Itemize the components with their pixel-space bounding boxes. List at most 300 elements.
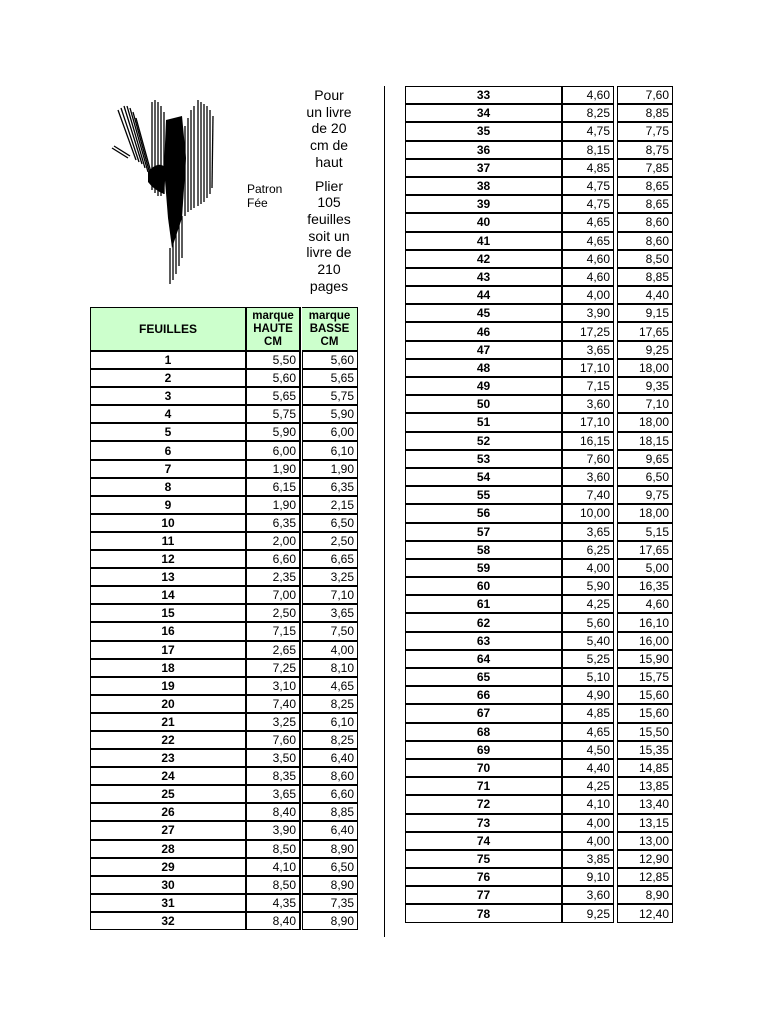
marque-basse-cell: 8,60 [617,232,673,250]
marque-haute-cell: 16,15 [562,432,614,450]
table-row [405,177,673,195]
feuille-number-cell: 25 [90,785,246,803]
marque-haute-cell: 6,35 [246,514,300,532]
feuille-number-cell: 62 [405,613,562,631]
marque-haute-cell: 3,60 [562,886,614,904]
table-row [405,322,673,340]
marque-haute-cell: 4,75 [562,195,614,213]
feuille-number-cell: 3 [90,387,246,405]
marque-haute-cell: 2,35 [246,568,300,586]
feuille-number-cell: 42 [405,250,562,268]
feuille-number-cell: 49 [405,377,562,395]
table-header-row [90,307,358,351]
marque-haute-cell: 6,60 [246,550,300,568]
marque-haute-cell: 17,10 [562,359,614,377]
fairy-silhouette-image [108,98,226,288]
feuille-number-cell: 69 [405,741,562,759]
feuille-number-cell: 50 [405,395,562,413]
marque-haute-cell: 3,25 [246,713,300,731]
marque-haute-cell: 8,15 [562,141,614,159]
marque-haute-cell: 4,10 [562,795,614,813]
marque-haute-cell: 4,65 [562,232,614,250]
marque-haute-cell: 7,15 [246,622,300,640]
marque-basse-cell: 4,60 [617,595,673,613]
marque-basse-cell: 7,35 [302,894,358,912]
marque-basse-cell: 7,50 [302,622,358,640]
marque-basse-cell: 8,90 [302,876,358,894]
feuille-number-cell: 66 [405,686,562,704]
marque-basse-cell: 6,35 [302,478,358,496]
table-row [90,586,358,604]
marque-basse-cell: 13,15 [617,814,673,832]
marque-haute-cell: 7,40 [246,695,300,713]
marque-basse-cell: 7,10 [302,586,358,604]
marque-basse-cell: 14,85 [617,759,673,777]
marque-basse-cell: 1,90 [302,460,358,478]
table-row [405,432,673,450]
feuille-number-cell: 58 [405,541,562,559]
marque-basse-cell: 8,65 [617,177,673,195]
table-row [90,876,358,894]
table-row [90,749,358,767]
feuille-number-cell: 12 [90,550,246,568]
marque-basse-cell: 5,00 [617,559,673,577]
table-row [405,814,673,832]
patron-line-2: Fée [247,196,268,210]
table-row [405,868,673,886]
marque-basse-cell: 3,65 [302,604,358,622]
marque-haute-cell: 3,60 [562,468,614,486]
table-row [405,395,673,413]
marque-haute-cell: 7,40 [562,486,614,504]
table-row [405,304,673,322]
marque-basse-cell: 8,50 [617,250,673,268]
marque-basse-cell: 6,40 [302,749,358,767]
feuille-number-cell: 71 [405,777,562,795]
marque-haute-cell: 9,10 [562,868,614,886]
instructions-text [300,87,358,294]
table-row [90,912,358,930]
table-row [405,777,673,795]
feuille-number-cell: 26 [90,803,246,821]
marque-haute-cell: 5,10 [562,668,614,686]
feuille-number-cell: 40 [405,213,562,231]
feuille-number-cell: 67 [405,704,562,722]
table-row [405,468,673,486]
marque-basse-cell: 6,00 [302,423,358,441]
feuille-number-cell: 10 [90,514,246,532]
table-row [405,413,673,431]
table-row [90,604,358,622]
table-row [405,341,673,359]
feuille-number-cell: 34 [405,104,562,122]
marque-haute-cell: 4,65 [562,213,614,231]
feuille-number-cell: 35 [405,122,562,140]
marque-haute-cell: 4,85 [562,704,614,722]
feuille-number-cell: 60 [405,577,562,595]
table-row [405,377,673,395]
table-row [90,514,358,532]
marque-basse-cell: 9,25 [617,341,673,359]
table-row [405,650,673,668]
marque-haute-cell: 4,35 [246,894,300,912]
table-row [405,141,673,159]
table-row [90,478,358,496]
feuille-number-cell: 65 [405,668,562,686]
table-row [405,86,673,104]
marque-basse-cell: 18,00 [617,413,673,431]
table-row [405,486,673,504]
table-row [405,795,673,813]
feuille-number-cell: 28 [90,840,246,858]
marque-haute-cell: 4,60 [562,250,614,268]
marque-haute-cell: 8,40 [246,912,300,930]
marque-haute-cell: 4,00 [562,814,614,832]
marque-haute-cell: 7,15 [562,377,614,395]
table-row [90,731,358,749]
feuille-number-cell: 59 [405,559,562,577]
table-row [90,785,358,803]
marque-haute-cell: 4,75 [562,122,614,140]
marque-haute-cell: 5,60 [562,613,614,631]
marque-basse-cell: 8,85 [302,803,358,821]
feuille-number-cell: 13 [90,568,246,586]
marque-basse-cell: 16,00 [617,632,673,650]
table-row [405,250,673,268]
marque-haute-cell: 4,00 [562,559,614,577]
feuille-number-cell: 1 [90,351,246,369]
marque-basse-cell: 15,35 [617,741,673,759]
marque-basse-cell: 13,40 [617,795,673,813]
header-marque-haute: marque HAUTE CM [246,307,300,351]
feuille-number-cell: 73 [405,814,562,832]
feuille-number-cell: 75 [405,850,562,868]
marque-basse-cell: 18,00 [617,359,673,377]
marque-basse-cell: 9,65 [617,450,673,468]
table-row [405,559,673,577]
table-row [90,894,358,912]
feuille-number-cell: 31 [90,894,246,912]
marque-haute-cell: 5,50 [246,351,300,369]
marque-haute-cell: 10,00 [562,504,614,522]
feuille-number-cell: 5 [90,423,246,441]
marque-haute-cell: 7,60 [246,731,300,749]
marque-haute-cell: 5,90 [562,577,614,595]
feuille-number-cell: 24 [90,767,246,785]
marque-haute-cell: 17,25 [562,322,614,340]
table-row [90,441,358,459]
marque-basse-cell: 15,90 [617,650,673,668]
marque-basse-cell: 8,25 [302,731,358,749]
marque-basse-cell: 8,85 [617,104,673,122]
marque-haute-cell: 5,60 [246,369,300,387]
marque-basse-cell: 17,65 [617,541,673,559]
table-row [90,550,358,568]
marque-basse-cell: 7,85 [617,159,673,177]
table-row [90,622,358,640]
marque-haute-cell: 2,50 [246,604,300,622]
feuille-number-cell: 54 [405,468,562,486]
table-row [405,232,673,250]
table-row [90,767,358,785]
table-row [405,104,673,122]
marque-basse-cell: 8,10 [302,659,358,677]
feuille-number-cell: 51 [405,413,562,431]
column-divider [384,86,385,937]
marque-haute-cell: 8,50 [246,840,300,858]
table-row [405,832,673,850]
marque-basse-cell: 6,50 [617,468,673,486]
marque-haute-cell: 6,00 [246,441,300,459]
table-row [90,351,358,369]
feuille-number-cell: 74 [405,832,562,850]
table-row [90,405,358,423]
table-row [405,613,673,631]
feuille-number-cell: 44 [405,286,562,304]
marque-haute-cell: 4,90 [562,686,614,704]
marque-basse-cell: 3,25 [302,568,358,586]
table-row [90,803,358,821]
feuille-number-cell: 19 [90,677,246,695]
table-row [90,695,358,713]
table-row [405,286,673,304]
marque-haute-cell: 4,10 [246,858,300,876]
marque-basse-cell: 12,85 [617,868,673,886]
marque-basse-cell: 5,60 [302,351,358,369]
feuille-number-cell: 77 [405,886,562,904]
table-row [405,577,673,595]
marque-basse-cell: 7,10 [617,395,673,413]
feuille-number-cell: 56 [405,504,562,522]
marque-basse-cell: 4,40 [617,286,673,304]
feuille-number-cell: 43 [405,268,562,286]
instructions-size: Pour un livre de 20 cm de haut [306,87,352,170]
marque-haute-cell: 3,65 [246,785,300,803]
marque-haute-cell: 6,25 [562,541,614,559]
feuille-number-cell: 57 [405,523,562,541]
marque-haute-cell: 4,40 [562,759,614,777]
table-row [405,504,673,522]
marque-haute-cell: 8,25 [562,104,614,122]
feuille-number-cell: 6 [90,441,246,459]
marque-basse-cell: 7,60 [617,86,673,104]
feuille-number-cell: 52 [405,432,562,450]
marque-basse-cell: 8,75 [617,141,673,159]
marque-haute-cell: 4,75 [562,177,614,195]
marque-haute-cell: 17,10 [562,413,614,431]
marque-haute-cell: 4,25 [562,595,614,613]
feuille-number-cell: 22 [90,731,246,749]
marque-basse-cell: 5,75 [302,387,358,405]
marque-basse-cell: 18,15 [617,432,673,450]
table-row [90,387,358,405]
table-row [405,886,673,904]
table-row [405,759,673,777]
table-row [405,268,673,286]
marque-basse-cell: 5,65 [302,369,358,387]
marque-basse-cell: 17,65 [617,322,673,340]
marque-basse-cell: 5,90 [302,405,358,423]
table-row [405,523,673,541]
marque-basse-cell: 8,65 [617,195,673,213]
feuille-number-cell: 15 [90,604,246,622]
marque-haute-cell: 7,00 [246,586,300,604]
marque-haute-cell: 2,00 [246,532,300,550]
marque-haute-cell: 5,75 [246,405,300,423]
table-row [405,632,673,650]
table-row [405,595,673,613]
marque-basse-cell: 6,10 [302,713,358,731]
table-row [90,369,358,387]
marque-haute-cell: 4,00 [562,286,614,304]
marque-basse-cell: 15,60 [617,686,673,704]
feuille-number-cell: 63 [405,632,562,650]
feuille-number-cell: 46 [405,322,562,340]
marque-basse-cell: 6,40 [302,821,358,839]
marque-haute-cell: 5,65 [246,387,300,405]
feuille-number-cell: 61 [405,595,562,613]
marque-basse-cell: 6,65 [302,550,358,568]
feuille-number-cell: 72 [405,795,562,813]
feuille-number-cell: 20 [90,695,246,713]
feuille-number-cell: 11 [90,532,246,550]
feuille-number-cell: 18 [90,659,246,677]
marque-haute-cell: 7,25 [246,659,300,677]
marque-basse-cell: 4,00 [302,641,358,659]
feuille-number-cell: 4 [90,405,246,423]
table-row [405,195,673,213]
feuille-number-cell: 68 [405,723,562,741]
marque-haute-cell: 8,35 [246,767,300,785]
table-row [90,659,358,677]
feuille-number-cell: 47 [405,341,562,359]
marque-haute-cell: 4,60 [562,268,614,286]
marque-haute-cell: 3,50 [246,749,300,767]
table-row [405,704,673,722]
marque-basse-cell: 9,35 [617,377,673,395]
marque-basse-cell: 16,35 [617,577,673,595]
marque-haute-cell: 3,90 [246,821,300,839]
marque-basse-cell: 8,90 [617,886,673,904]
table-row [405,122,673,140]
feuille-number-cell: 21 [90,713,246,731]
table-row [90,532,358,550]
feuille-number-cell: 29 [90,858,246,876]
feuille-number-cell: 30 [90,876,246,894]
table-row [90,713,358,731]
marque-basse-cell: 6,50 [302,514,358,532]
feuille-number-cell: 48 [405,359,562,377]
table-row [90,821,358,839]
marque-haute-cell: 3,65 [562,523,614,541]
table-row [405,541,673,559]
marque-haute-cell: 9,25 [562,904,614,922]
marque-basse-cell: 9,15 [617,304,673,322]
feuille-number-cell: 23 [90,749,246,767]
marque-haute-cell: 3,90 [562,304,614,322]
marque-basse-cell: 15,50 [617,723,673,741]
feuille-number-cell: 9 [90,496,246,514]
marque-haute-cell: 2,65 [246,641,300,659]
feuille-number-cell: 14 [90,586,246,604]
feuille-number-cell: 2 [90,369,246,387]
marque-basse-cell: 16,10 [617,613,673,631]
marque-basse-cell: 13,00 [617,832,673,850]
marque-basse-cell: 9,75 [617,486,673,504]
marque-basse-cell: 2,50 [302,532,358,550]
table-row [90,641,358,659]
feuille-number-cell: 55 [405,486,562,504]
patron-line-1: Patron [247,182,283,196]
marque-haute-cell: 5,25 [562,650,614,668]
marque-basse-cell: 7,75 [617,122,673,140]
marque-basse-cell: 18,00 [617,504,673,522]
feuille-number-cell: 41 [405,232,562,250]
feuille-number-cell: 33 [405,86,562,104]
feuille-number-cell: 70 [405,759,562,777]
header-feuilles: FEUILLES [90,307,246,351]
table-row [90,496,358,514]
table-row [405,213,673,231]
marque-haute-cell: 4,60 [562,86,614,104]
table-row [405,359,673,377]
feuille-number-cell: 39 [405,195,562,213]
marque-haute-cell: 6,15 [246,478,300,496]
marque-basse-cell: 8,85 [617,268,673,286]
patron-label [247,182,282,210]
feuille-number-cell: 53 [405,450,562,468]
feuille-number-cell: 16 [90,622,246,640]
marque-haute-cell: 5,90 [246,423,300,441]
table-row [405,450,673,468]
marque-haute-cell: 8,50 [246,876,300,894]
marque-haute-cell: 3,85 [562,850,614,868]
feuille-number-cell: 37 [405,159,562,177]
feuille-number-cell: 45 [405,304,562,322]
marque-basse-cell: 8,90 [302,840,358,858]
table-row [405,741,673,759]
marque-basse-cell: 12,40 [617,904,673,922]
feuille-number-cell: 7 [90,460,246,478]
marque-basse-cell: 13,85 [617,777,673,795]
table-row [90,840,358,858]
marque-haute-cell: 4,50 [562,741,614,759]
marque-basse-cell: 15,75 [617,668,673,686]
table-row [90,423,358,441]
marque-haute-cell: 8,40 [246,803,300,821]
measurements-table-right [405,86,673,923]
marque-haute-cell: 1,90 [246,460,300,478]
marque-basse-cell: 8,60 [302,767,358,785]
marque-haute-cell: 5,40 [562,632,614,650]
marque-basse-cell: 2,15 [302,496,358,514]
table-row [405,686,673,704]
feuille-number-cell: 64 [405,650,562,668]
marque-haute-cell: 3,65 [562,341,614,359]
instructions-fold: Plier 105 feuilles soit un livre de 210 pages [306,177,352,294]
feuille-number-cell: 38 [405,177,562,195]
marque-haute-cell: 4,00 [562,832,614,850]
feuille-number-cell: 17 [90,641,246,659]
table-row [90,460,358,478]
marque-basse-cell: 4,65 [302,677,358,695]
table-row [405,668,673,686]
marque-haute-cell: 1,90 [246,496,300,514]
marque-basse-cell: 15,60 [617,704,673,722]
table-row [90,677,358,695]
marque-basse-cell: 12,90 [617,850,673,868]
marque-haute-cell: 7,60 [562,450,614,468]
